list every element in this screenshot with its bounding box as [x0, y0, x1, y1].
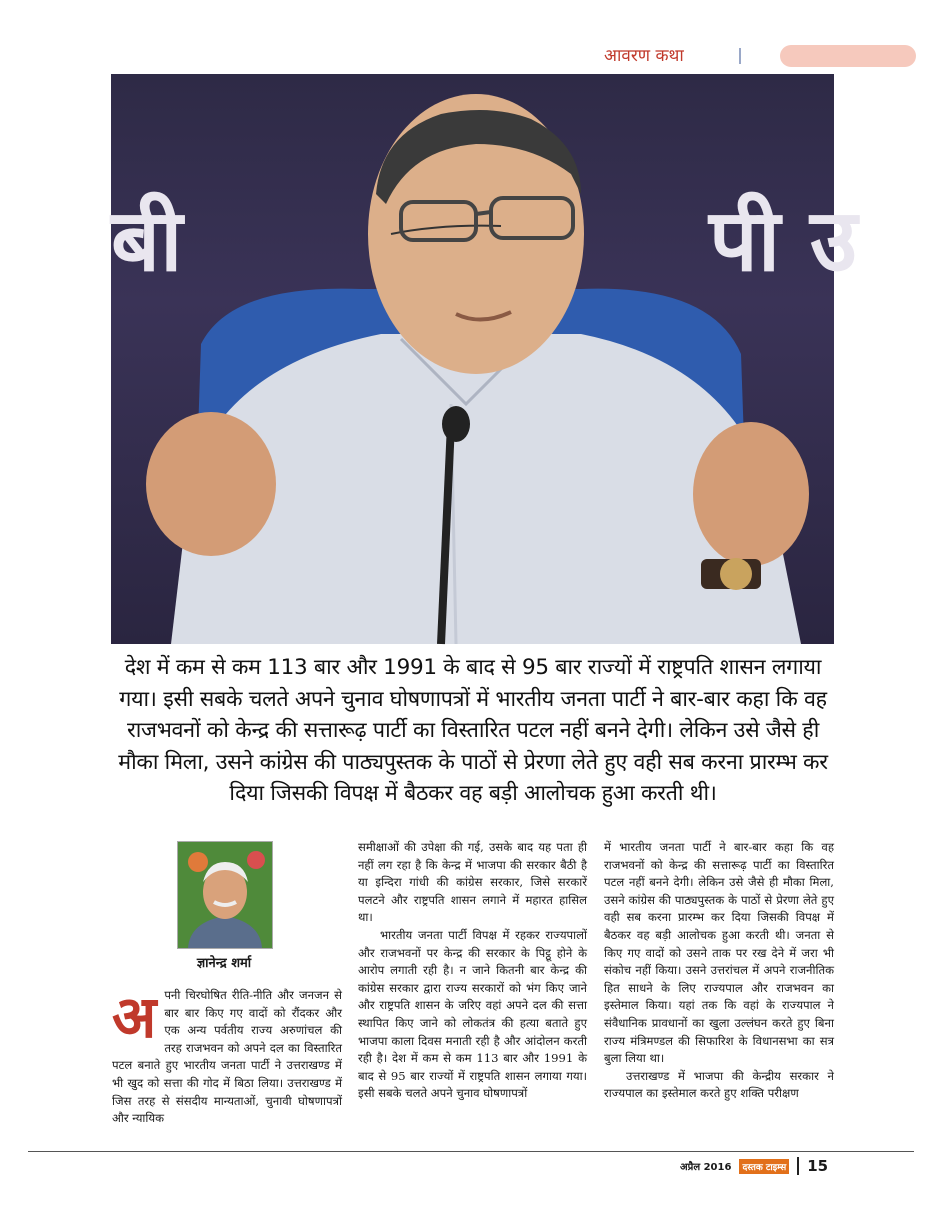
article-paragraph: में भारतीय जनता पार्टी ने बार-बार कहा कि वह राजभवनों को केन्द्र की सत्तारूढ़ पार्टी का विस्तारित पटल नहीं बनने देगी। लेकिन उसे जैसे ही मौका मिला, उसने कांग्रेस की पाठ्यपुस्तक के पाठों से प्रेरणा लेते हुए वही सब करना प्रारम्भ कर दिया जिसकी विपक्ष में बैठकर वह बड़ी आलोचक हुआ करती थी। जनता से किए गए वादों को उसने ताक पर रख देने में जरा भी संकोच नहीं किया। उसने उत्तरांचल में अपने राजनीतिक हित साधने के लिए राज्यपाल और राजभवन का इस्तेमाल किया। यहां तक कि वहां के राज्यपाल ने संवैधानिक प्रावधानों का खुला उल्लंघन करते हुए बिना राज्य मंत्रिमण्डल की सिफारिश के विधानसभा का सत्र बुला लिया था। — [604, 840, 834, 1066]
section-pill — [780, 45, 916, 67]
issue-date: अप्रैल 2016 — [680, 1162, 732, 1173]
article-text: पनी चिरघोषित रीति-नीति और जनजन से बार बार किए गए वादों को रौंदकर और एक अन्य पर्वतीय राज्य अरुणांचल की तरह राजभवन को अपने दल का विस्तारित पटल बनाते हुए भारतीय जनता पार्टी ने उत्तराखण्ड में भी खुद को सत्ता की गोद में बिठा लिया। उत्तराखण्ड में जिस तरह से संसदीय मान्यताओं, चुनावी घोषणापत्रों और न्यायिक — [112, 988, 342, 1126]
page-number: 15 — [807, 1157, 829, 1175]
article-column-1 — [112, 983, 342, 1128]
backdrop-text-right: पी उ — [709, 191, 858, 291]
author-portrait-icon — [178, 842, 272, 948]
cover-photo — [111, 74, 858, 644]
magazine-logo: दस्तक टाइम्स — [739, 1159, 789, 1174]
photo-caption: देश में कम से कम 113 बार और 1991 के बाद से 95 बार राज्यों में राष्ट्रपति शासन लगाया गया। इसी सबके चलते अपने चुनाव घोषणापत्रों में भारतीय जनता पार्टी ने बार-बार कहा कि वह राजभवनों को केन्द्र की सत्तारूढ़ पार्टी का विस्तारित पटल नहीं बनने देगी। लेकिन उसे जैसे ही मौका मिला, उसने कांग्रेस की पाठ्यपुस्तक के पाठों से प्रेरणा लेते हुए वही सब करना प्रारम्भ कर दिया जिसकी विपक्ष में बैठकर वह बड़ी आलोचक हुआ करती थी। — [118, 655, 828, 806]
article-paragraph: उत्तराखण्ड में भाजपा की केन्द्रीय सरकार ने राज्यपाल का इस्तेमाल करते हुए शक्ति परीक्षण — [604, 1068, 834, 1101]
article-paragraph: समीक्षाओं की उपेक्षा की गई, उसके बाद यह पता ही नहीं लग रहा है कि केन्द्र में भाजपा की सरकार बैठी है या इन्दिरा गांधी की कांग्रेस सरकार, जिसे सरकारें पलटने और राष्ट्रपति शासन लगाने में महारत हासिल था। — [358, 840, 587, 925]
page-footer — [680, 1156, 828, 1176]
author-name: ज्ञानेन्द्र शर्मा — [196, 956, 252, 971]
section-separator — [739, 48, 741, 64]
footer-divider — [797, 1157, 799, 1175]
footer-rule — [28, 1151, 914, 1152]
article-paragraph: भारतीय जनता पार्टी विपक्ष में रहकर राज्यपालों और राजभवनों पर केन्द्र की सरकार के पिट्ठू होने के आरोप लगाती रही है। न जाने कितनी बार केन्द्र की कांग्रेस सरकार द्वारा राज्य सरकारों को भंग किए जाने और राष्ट्रपति शासन के जरिए वहां अपने दल की सत्ता स्थापित किए जाने को लोकतंत्र की हत्या बताते हुए भाजपा काला दिवस मनाती रही है और आंदोलन करती रही है। देश में कम से कम 113 बार और 1991 के बाद से 95 बार राज्यों में राष्ट्रपति शासन लगाया गया। इसी सबके चलते अपने चुनाव घोषणापत्रों — [358, 927, 587, 1101]
backdrop-text-left: बी — [111, 191, 183, 291]
article-column-2 — [358, 839, 587, 1103]
minister-photo-illustration — [111, 74, 834, 644]
author-portrait — [177, 841, 273, 949]
drop-cap: अ — [112, 983, 157, 1051]
article-column-3 — [604, 839, 834, 1103]
section-tag: आवरण कथा — [604, 46, 684, 66]
